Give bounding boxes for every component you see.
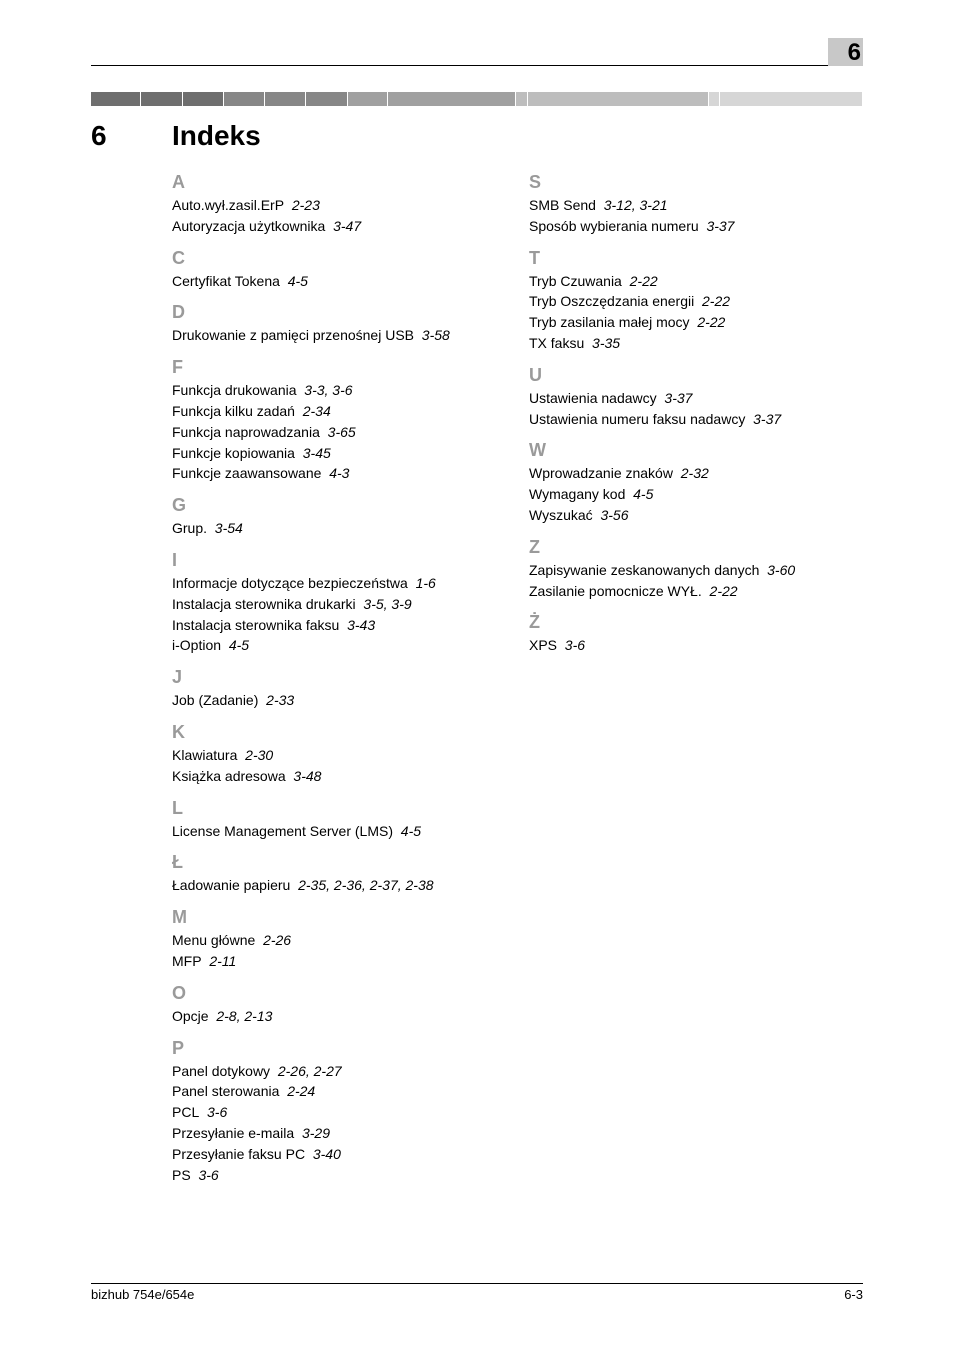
index-entry [529,463,869,484]
index-entry [172,325,512,346]
bar-segment [91,92,141,106]
index-page-refs[interactable]: 3-40 [312,1145,341,1162]
bar-segment [306,92,348,106]
bar-segment [265,92,307,106]
index-group [172,493,512,539]
index-entry [172,1081,512,1102]
index-term: Wyszukać [529,506,593,523]
index-entry [172,1061,512,1082]
index-group [172,720,512,787]
index-term: Funkcja drukowania [172,382,297,399]
index-term: Funkcje kopiowania [172,444,295,461]
footer-product: bizhub 754e/654e [91,1287,195,1302]
index-page-refs[interactable]: 3-3, 3-6 [304,382,353,399]
index-term: Auto.wył.zasil.ErP [172,197,285,213]
index-page-refs[interactable]: 3-48 [293,767,322,784]
footer-page-number: 6-3 [844,1287,863,1302]
index-entry [172,1006,512,1027]
index-letter: I [172,549,178,570]
index-page-refs[interactable]: 2-22 [709,582,738,599]
index-entry [172,443,512,464]
index-entry [172,216,512,237]
index-entry [172,930,512,951]
index-letter: F [172,357,183,378]
index-group [172,905,512,972]
index-entry [172,1165,512,1186]
index-letter: G [172,495,187,516]
index-group [172,170,512,237]
index-term: Wprowadzanie znaków [529,465,673,482]
index-page-refs[interactable]: 3-54 [214,520,243,537]
bar-segment [709,92,720,106]
index-page-refs[interactable]: 4-5 [228,637,250,654]
index-group [529,535,869,602]
index-letter: P [172,1037,185,1058]
index-letter: T [529,247,540,268]
index-entry [172,195,512,216]
index-letter: A [172,172,185,192]
index-page-refs[interactable]: 3-6 [564,637,586,654]
index-page-refs[interactable]: 2-24 [287,1083,316,1100]
index-term: Opcje [172,1007,209,1024]
index-term: Menu główne [172,932,256,949]
index-term: Tryb Czuwania [529,272,622,289]
index-page-refs[interactable]: 3-37 [753,410,782,427]
index-term: Panel sterowania [172,1083,280,1100]
index-entry [172,463,512,484]
index-page-refs[interactable]: 4-5 [633,486,654,503]
index-term: Funkcje zaawansowane [172,465,322,482]
index-page-refs[interactable]: 3-12, 3-21 [603,197,668,213]
index-group [172,981,512,1027]
index-page-refs[interactable]: 2-34 [302,402,331,419]
bar-segment [720,92,863,106]
index-entry [172,951,512,972]
index-term: Drukowanie z pamięci przenośnej USB [172,327,414,344]
index-page-refs[interactable]: 2-11 [209,952,237,969]
index-term: XPS [529,637,558,654]
index-page-refs[interactable]: 3-47 [333,217,362,234]
bar-segment [224,92,264,106]
index-column-left [172,170,512,1185]
index-letter: K [172,721,185,742]
index-page-refs[interactable]: 2-8, 2-13 [216,1007,273,1024]
index-page-refs[interactable]: 2-22 [697,314,726,331]
index-page-refs[interactable]: 3-37 [706,217,735,234]
index-group [172,850,512,896]
index-page-refs[interactable]: 3-29 [301,1124,330,1141]
index-term: Ustawienia numeru faksu nadawcy [529,410,746,427]
index-entry [529,635,869,656]
index-term: Sposób wybierania numeru [529,217,699,234]
index-entry [529,333,869,354]
index-term: Funkcja kilku zadań [172,402,295,419]
index-page-refs[interactable]: 2-26, 2-27 [277,1062,342,1079]
index-group [529,363,869,430]
index-page-refs[interactable]: 3-6 [207,1104,228,1121]
index-page-refs[interactable]: 3-60 [767,561,796,578]
index-letter: U [529,364,542,385]
bar-segment [516,92,527,106]
index-term: Klawiatura [172,746,238,763]
chapter-heading-number: 6 [91,120,107,151]
footer-rule [91,1283,863,1284]
index-page-refs[interactable]: 4-3 [329,465,350,482]
index-entry [529,312,869,333]
index-entry [172,766,512,787]
index-entry [172,690,512,711]
index-entry [172,635,512,656]
index-group [529,610,869,656]
index-column-right [529,170,869,656]
index-page-refs[interactable]: 2-22 [629,272,658,289]
index-page-refs[interactable]: 3-37 [664,389,693,406]
index-entry [529,505,869,526]
index-letter: S [529,172,542,192]
index-letter: O [172,982,187,1003]
index-entry [172,1144,512,1165]
index-page-refs[interactable]: 3-58 [421,327,450,344]
index-term: Instalacja sterownika faksu [172,616,340,633]
index-entry [172,821,512,842]
index-entry [172,573,512,594]
index-page-refs[interactable]: 4-5 [400,822,422,839]
index-group [172,548,512,656]
index-page-refs[interactable]: 2-30 [245,746,274,763]
chapter-tab: 6 [828,38,863,66]
index-page-refs[interactable]: 4-5 [287,272,308,289]
index-letter: W [529,440,546,461]
index-entry [529,560,869,581]
index-term: SMB Send [529,197,596,213]
index-term: Ustawienia nadawcy [529,389,657,406]
index-term: Tryb zasilania małej mocy [529,314,690,331]
index-entry [529,195,869,216]
index-entry [529,216,869,237]
index-page-refs[interactable]: 2-32 [680,465,709,482]
index-letter: L [172,797,183,818]
decorative-bar [91,92,863,106]
index-term: Zapisywanie zeskanowanych danych [529,561,760,578]
index-group [172,796,512,842]
index-group [529,170,869,237]
index-entry [529,484,869,505]
index-term: Książka adresowa [172,767,286,784]
index-entry [529,409,869,430]
index-term: Certyfikat Tokena [172,272,280,289]
index-page-refs[interactable]: 2-22 [702,293,731,310]
index-group [172,665,512,711]
index-page-refs[interactable]: 3-56 [600,506,629,523]
index-page-refs[interactable]: 3-35 [592,334,621,351]
index-entry [172,745,512,766]
index-entry [172,401,512,422]
index-letter: M [172,907,187,928]
index-page-refs[interactable]: 2-26 [263,932,292,949]
index-page-refs[interactable]: 3-5, 3-9 [363,595,412,612]
index-term: PS [172,1166,191,1183]
index-entry [529,388,869,409]
index-term: i-Option [172,637,222,654]
index-entry [172,1123,512,1144]
index-page-refs[interactable]: 2-35, 2-36, 2-37, 2-38 [298,877,434,894]
bar-segment [183,92,225,106]
chapter-heading-title: Indeks [172,120,261,151]
index-term: Panel dotykowy [172,1062,271,1079]
index-entry [172,1102,512,1123]
index-term: MFP [172,952,202,969]
index-term: Funkcja naprowadzania [172,423,320,440]
index-group [172,246,512,292]
index-letter: D [172,302,185,323]
index-page-refs[interactable]: 2-23 [291,197,320,213]
index-term: Informacje dotyczące bezpieczeństwa [172,574,408,591]
index-letter: Ł [172,852,183,873]
index-entry [529,581,869,602]
index-term: Instalacja sterownika drukarki [172,595,356,612]
index-group [172,355,512,484]
bar-segment [348,92,388,106]
index-page-refs[interactable]: 3-6 [198,1166,219,1183]
index-entry [172,518,512,539]
header-rule [91,65,863,66]
index-term: Wymagany kod [529,486,626,503]
index-group [529,438,869,525]
index-term: TX faksu [529,334,585,351]
index-term: License Management Server (LMS) [172,822,393,839]
index-letter: Z [529,536,540,557]
bar-segment [388,92,516,106]
index-group [529,246,869,354]
index-entry [172,271,512,292]
index-term: Przesyłanie e-maila [172,1124,295,1141]
index-entry [529,291,869,312]
index-entry [172,594,512,615]
index-term: Zasilanie pomocnicze WYŁ. [529,582,702,599]
index-term: Ładowanie papieru [172,877,291,894]
index-page-refs[interactable]: 2-33 [266,692,295,709]
index-entry [529,271,869,292]
index-letter: Ż [529,612,540,633]
index-page-refs[interactable]: 1-6 [415,574,436,591]
index-entry [172,875,512,896]
index-group [172,1036,512,1186]
index-entry [172,422,512,443]
bar-segment [528,92,709,106]
index-entry [172,615,512,636]
index-group [172,300,512,346]
bar-segment [141,92,183,106]
index-term: PCL [172,1104,200,1121]
index-term: Job (Zadanie) [172,692,259,709]
index-page-refs[interactable]: 3-65 [327,423,356,440]
index-letter: C [172,247,185,268]
index-page-refs[interactable]: 3-43 [347,616,376,633]
index-term: Grup. [172,520,208,537]
index-page-refs[interactable]: 3-45 [302,444,331,461]
index-term: Tryb Oszczędzania energii [529,293,695,310]
index-term: Przesyłanie faksu PC [172,1145,306,1162]
index-letter: J [172,667,183,688]
index-entry [172,380,512,401]
index-term: Autoryzacja użytkownika [172,217,326,234]
